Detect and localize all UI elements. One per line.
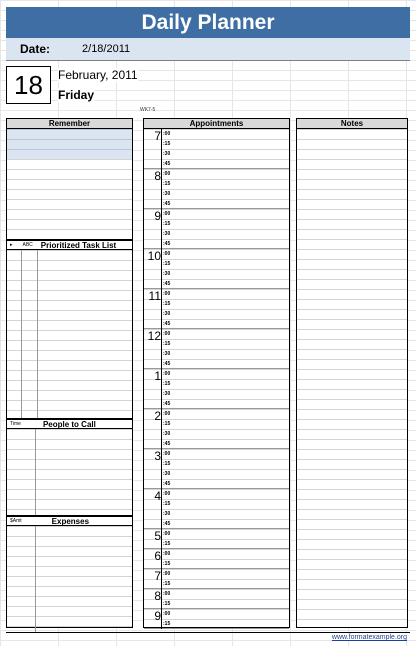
quarter-hour-label: :30 [163, 231, 171, 237]
month-year: February, 2011 [58, 68, 138, 82]
quarter-hour-label: :30 [163, 311, 171, 317]
hour-label: 6 [154, 549, 161, 563]
quarter-hour-label: :45 [163, 321, 171, 327]
hour-separator [161, 449, 162, 489]
quarter-hour-label: :15 [163, 181, 171, 187]
hour-label: 5 [154, 529, 161, 543]
quarter-hour-label: :00 [163, 331, 171, 337]
hour-label: 7 [154, 569, 161, 583]
quarter-hour-label: :00 [163, 131, 171, 137]
time-label: Time [10, 421, 21, 427]
quarter-hour-label: :00 [163, 551, 171, 557]
appointment-hour-row[interactable] [144, 589, 289, 609]
amt-label: $Amt [10, 518, 22, 524]
quarter-hour-label: :15 [163, 301, 171, 307]
quarter-hour-label: :00 [163, 591, 171, 597]
quarter-hour-label: :15 [163, 621, 171, 627]
task-list-title: Prioritized Task List [40, 240, 117, 250]
hour-separator [161, 549, 162, 569]
appointments-header: Appointments [144, 119, 289, 129]
quarter-hour-label: :45 [163, 281, 171, 287]
hour-label: 7 [154, 129, 161, 143]
hour-separator [161, 489, 162, 529]
date-row [6, 38, 410, 61]
task-list-body[interactable] [7, 250, 132, 418]
people-to-call-header [7, 418, 132, 429]
abc-label: ABC [22, 242, 33, 248]
notes-body[interactable] [297, 129, 407, 627]
week-number: WK7-5 [140, 107, 156, 113]
quarter-hour-label: :15 [163, 461, 171, 467]
quarter-hour-label: :15 [163, 501, 171, 507]
appointment-hour-row[interactable] [144, 409, 289, 449]
quarter-hour-label: :00 [163, 611, 171, 617]
quarter-hour-label: :15 [163, 141, 171, 147]
remember-shaded-area[interactable] [7, 129, 132, 159]
footer-link[interactable]: www.formatexample.org [331, 634, 407, 641]
appointment-hour-row[interactable] [144, 169, 289, 209]
hour-label: 10 [147, 249, 161, 263]
expenses-column-divider [35, 526, 36, 632]
hour-label: 8 [154, 589, 161, 603]
quarter-hour-label: :00 [163, 571, 171, 577]
appointment-hour-row[interactable] [144, 489, 289, 529]
quarter-hour-label: :30 [163, 431, 171, 437]
quarter-hour-label: :15 [163, 261, 171, 267]
hour-separator [161, 609, 162, 629]
people-body[interactable] [7, 429, 132, 515]
quarter-hour-label: :45 [163, 241, 171, 247]
appointment-hour-row[interactable] [144, 369, 289, 409]
quarter-hour-label: :00 [163, 171, 171, 177]
quarter-hour-label: :00 [163, 371, 171, 377]
hour-separator [161, 369, 162, 409]
quarter-hour-label: :15 [163, 601, 171, 607]
hour-label: 4 [154, 489, 161, 503]
appointment-hour-row[interactable] [144, 289, 289, 329]
date-value[interactable]: 2/18/2011 [82, 43, 131, 55]
hour-separator [161, 409, 162, 449]
quarter-hour-label: :15 [163, 221, 171, 227]
hour-separator [161, 169, 162, 209]
quarter-hour-label: :15 [163, 581, 171, 587]
appointment-hour-row[interactable] [144, 209, 289, 249]
hour-label: 9 [154, 609, 161, 623]
footer-divider [6, 632, 410, 633]
quarter-hour-label: :00 [163, 251, 171, 257]
quarter-hour-label: :00 [163, 531, 171, 537]
hour-separator [161, 589, 162, 609]
quarter-hour-label: :45 [163, 201, 171, 207]
hour-label: 2 [154, 409, 161, 423]
appointment-hour-row[interactable] [144, 329, 289, 369]
date-label: Date: [20, 42, 51, 56]
quarter-hour-label: :45 [163, 161, 171, 167]
quarter-hour-label: :15 [163, 561, 171, 567]
remember-lines[interactable] [7, 159, 132, 239]
quarter-hour-label: :15 [163, 541, 171, 547]
hour-separator [161, 529, 162, 549]
hour-separator [161, 209, 162, 249]
hour-separator [161, 129, 162, 169]
quarter-hour-label: :30 [163, 151, 171, 157]
appointments-panel [143, 118, 290, 628]
quarter-hour-label: :45 [163, 401, 171, 407]
quarter-hour-label: :30 [163, 471, 171, 477]
quarter-hour-label: :15 [163, 381, 171, 387]
appointment-hour-row[interactable] [144, 449, 289, 489]
task-column-divider [37, 250, 38, 418]
quarter-hour-label: :30 [163, 511, 171, 517]
hour-label: 12 [147, 329, 161, 343]
quarter-hour-label: :30 [163, 391, 171, 397]
quarter-hour-label: :30 [163, 271, 171, 277]
quarter-hour-label: :45 [163, 481, 171, 487]
left-column [6, 118, 133, 628]
appointment-hour-row[interactable] [144, 529, 289, 549]
expenses-header [7, 515, 132, 526]
task-marker-icon: ▸ [10, 242, 13, 248]
quarter-hour-label: :45 [163, 441, 171, 447]
hour-label: 11 [148, 289, 161, 303]
quarter-hour-label: :00 [163, 411, 171, 417]
hour-separator [161, 289, 162, 329]
people-column-divider [35, 429, 36, 515]
appointment-hour-row[interactable] [144, 609, 289, 629]
quarter-hour-label: :30 [163, 191, 171, 197]
hour-label: 3 [154, 449, 161, 463]
quarter-hour-label: :00 [163, 211, 171, 217]
appointment-hour-row[interactable] [144, 569, 289, 589]
quarter-hour-label: :30 [163, 351, 171, 357]
page-title: Daily Planner [6, 7, 410, 38]
quarter-hour-label: :00 [163, 451, 171, 457]
quarter-hour-label: :00 [163, 291, 171, 297]
appointments-body[interactable] [144, 129, 289, 629]
notes-panel [296, 118, 408, 628]
appointment-hour-row[interactable] [144, 129, 289, 169]
quarter-hour-label: :15 [163, 421, 171, 427]
appointment-hour-row[interactable] [144, 249, 289, 289]
weekday: Friday [58, 88, 95, 102]
task-list-header [7, 239, 132, 250]
quarter-hour-label: :15 [163, 341, 171, 347]
hour-label: 8 [154, 169, 161, 183]
hour-separator [161, 249, 162, 289]
hour-label: 1 [154, 369, 161, 383]
appointment-hour-row[interactable] [144, 549, 289, 569]
task-column-divider [21, 250, 22, 418]
hour-separator [161, 329, 162, 369]
quarter-hour-label: :00 [163, 491, 171, 497]
quarter-hour-label: :45 [163, 361, 171, 367]
day-number: 18 [6, 66, 51, 104]
people-title: People to Call [42, 419, 96, 429]
quarter-hour-label: :45 [163, 521, 171, 527]
remember-header: Remember [7, 119, 132, 129]
notes-header: Notes [297, 119, 407, 129]
expenses-body[interactable] [7, 526, 132, 632]
expenses-title: Expenses [51, 516, 90, 526]
hour-separator [161, 569, 162, 589]
hour-label: 9 [154, 209, 161, 223]
